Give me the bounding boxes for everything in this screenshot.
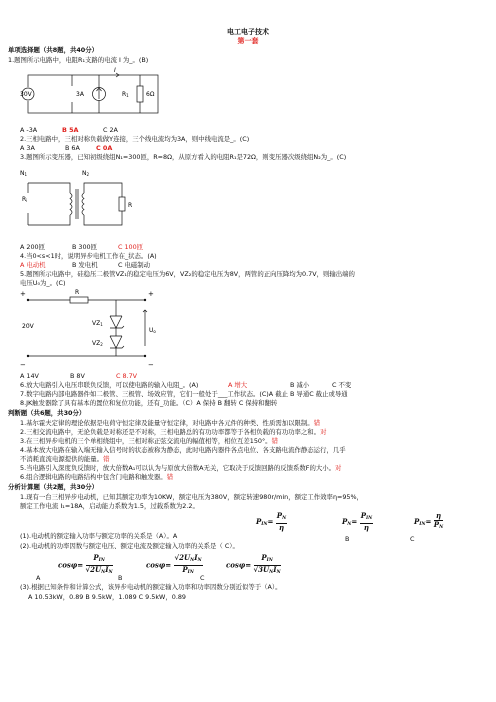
- formula-1b: $P_N=$ $\frac{P_{IN}}{\eta}$: [342, 511, 373, 532]
- q2-option-c: C 0A: [96, 144, 113, 152]
- doc-title: 电工电子技术: [227, 28, 269, 36]
- q6-option-a: A 增大: [228, 381, 248, 389]
- calc-sub-2: (2).电动机的功率因数与额定电压、额定电流及额定输入功率的关系是（ C）。: [20, 542, 239, 550]
- judge-item-6: 6.组合逻辑电路的电路结构中包含门电路和触发器。错: [20, 473, 174, 481]
- q5-fig-vz2-label: VZ2: [92, 340, 103, 347]
- formula-2c: cosφ= $\frac{P_{IN}}{√3U_NI_N}$: [226, 553, 281, 575]
- q3-option-c: C 100匝: [118, 243, 144, 251]
- q6-stem: 6.放大电路引入电压串联负反馈，可以使电路的输入电阻_。(A): [20, 381, 199, 389]
- q5-zener-circuit-figure: [20, 288, 165, 368]
- judge-item-4-line2: 不消耗直流电源提供的能量。错: [20, 455, 110, 463]
- q1-stem: 1.题图所示电路中，电阻R₁支路的电流 I 为_。(B): [8, 56, 149, 64]
- q5-fig-vz1-label: VZ1: [92, 320, 103, 327]
- q5-fig-minus-right: −: [148, 361, 154, 369]
- judge-item-1: 1.基尔霍夫定律的理论依据是电荷守恒定律及能量守恒定律，对电路中各元件的种类、性质需加以限制。错: [20, 419, 321, 427]
- calc-stem: 1.现有一台三相异步电动机，已知其额定功率为10KW，额定电压为380V，额定转速980r/min，额定工作效率η=95%，: [20, 493, 363, 501]
- q1-option-c: C 2A: [103, 126, 118, 134]
- q5-fig-uo-label: Uo: [149, 327, 156, 334]
- q4-option-b: B 发电机: [72, 261, 98, 269]
- q2-option-a: A 3A: [20, 144, 35, 152]
- q1-fig-source-label: 3A: [76, 91, 84, 98]
- q3-option-b: B 300匝: [72, 243, 98, 251]
- formula-1c: $P_{IN}=$ $\frac{\eta}{P_N}$: [414, 511, 444, 530]
- q3-fig-r-label: R: [128, 202, 133, 209]
- judge-answer-2: 对: [320, 428, 327, 436]
- q3-fig-n1-label: N1: [20, 170, 28, 177]
- q1-option-a: A -3A: [20, 126, 38, 134]
- calc-sub-1: (1).电动机的额定输入功率与额定功率的关系是（A）。A: [20, 532, 178, 540]
- judge-item-4: 4.基本放大电路在输入端无输入信号时的状态被称为静态，此时电路内器件各点电位、各支路电流作静态运行，几乎: [20, 446, 346, 454]
- q3-fig-n2-label: N2: [82, 170, 90, 177]
- q5-fig-v-label: 20V: [22, 323, 34, 330]
- judge-answer-6: 错: [166, 473, 174, 481]
- judge-item-3: 3.在三相异步电机的三个单相绕组中，三相对称正弦交流电的幅值相等，相位互差150°。错: [20, 437, 278, 445]
- q5-stem: 5.题图所示电路中，硅稳压二极管VZ₁的稳定电压为6V，VZ₂的稳定电压为8V，两管的正向压降均为0.7V，则输出端的: [20, 270, 355, 278]
- judge-answer-5: 对: [335, 464, 342, 472]
- judge-answer-4: 错: [103, 455, 110, 463]
- q5-fig-plus-left: +: [20, 290, 26, 298]
- section-judgment-heading: 判断题（共6题，共30分）: [8, 409, 86, 417]
- calc-sub-3: (3).根据已知条件和计算公式，该异步电动机的额定输入功率和功率因数分别近似等于（A）。: [20, 583, 282, 591]
- calc-sub-1-c: C: [410, 535, 415, 543]
- q5-option-c: C 8.7V: [116, 372, 138, 380]
- calc-stem-line2: 额定工作电流 I₁=18A，启动能力系数为1.5，过载系数为2.2。: [20, 502, 199, 510]
- q1-fig-ohm-label: 6Ω: [146, 91, 155, 98]
- q4-option-c: C 电磁制动: [118, 261, 151, 269]
- judge-item-2: 2.三相交流电路中，无论负载是对称还是不对称，三相电路总的有功功率都等于各相负载的有功功率之和。对: [20, 428, 327, 436]
- judge-item-5: 5.当电路引入深度负反馈时，放大倍数A₁可以认为与原放大倍数A无关，它取决于反馈回路的反馈系数F的大小。对: [20, 464, 342, 472]
- doc-subtitle: 第一套: [237, 37, 259, 45]
- formula-2a: cosφ= $\frac{P_{IN}}{√2U_NI_N}$: [58, 553, 113, 575]
- q5-option-b: B 8V: [70, 372, 85, 380]
- formula-1a: $P_{IN}=$ $\frac{P_N}{\eta}$: [256, 511, 287, 532]
- q3-fig-ri-label: Ri: [22, 196, 28, 203]
- q3-stem: 3.题图所示变压器，已知初级绕组N₁=300匝，R=8Ω，从原方看入的电阻R₁是72Ω，则变压器次级绕组N₂为_。(C): [20, 153, 347, 161]
- q1-fig-resistor-label: R1: [122, 91, 129, 98]
- q5-option-a: A 14V: [20, 372, 39, 380]
- q5-fig-r-label: R: [75, 289, 80, 296]
- section-choice-heading: 单项选择题（共8题，共40分）: [8, 46, 99, 54]
- calc-sub-1-b: B: [345, 535, 350, 543]
- judge-answer-1: 错: [313, 419, 321, 427]
- q5-stem-line2: 电压U₀为_。(C): [20, 279, 66, 287]
- q5-fig-minus-left: −: [20, 361, 26, 369]
- q2-option-b: B 6A: [65, 144, 80, 152]
- q1-option-b: B 5A: [62, 126, 79, 134]
- q8-stem: 8.JK触发器除了具有基本的置位和复位功能，还有_功能。（C）A 保持 B 翻转 C 保持和翻转: [20, 399, 278, 407]
- calc-sub-2-a: A: [36, 574, 41, 582]
- calc-sub-3-options: A 10.53kW，0.89 B 9.5kW，1.089 C 9.5kW，0.89: [28, 593, 186, 601]
- q1-fig-current-label: I: [114, 67, 116, 74]
- calc-sub-2-b: B: [118, 574, 123, 582]
- q7-stem: 7.数字电路内部电路器件如二极管、三极管、场效应管，它们一般处于___工作状态。(C)A 截止 B 导通C 截止或导通: [20, 390, 348, 398]
- q5-fig-plus-right: +: [148, 290, 154, 298]
- formula-2b: cosφ= $\frac{√2U_NI_N}{P_{IN}}$: [146, 553, 202, 575]
- section-calc-heading: 分析计算题（共2题，共30分）: [8, 483, 99, 491]
- judge-answer-3: 错: [271, 437, 278, 445]
- q2-stem: 2.三相电路中，三相对称负载做Y连接，三个线电流均为3A，则中线电流是_。(C): [20, 135, 250, 143]
- q4-option-a: A 电动机: [20, 261, 46, 269]
- q6-option-c: C 不变: [332, 381, 352, 389]
- q3-transformer-figure: [20, 163, 135, 235]
- q1-circuit-figure: [20, 68, 170, 118]
- q6-option-b: B 减小: [290, 381, 310, 389]
- calc-sub-2-c: C: [200, 574, 205, 582]
- q4-stem: 4.当0<s<1时，说明异步电机工作在_状态。(A): [20, 252, 157, 260]
- q3-option-a: A 200匝: [20, 243, 45, 251]
- q1-fig-voltage-label: 30V: [20, 91, 32, 98]
